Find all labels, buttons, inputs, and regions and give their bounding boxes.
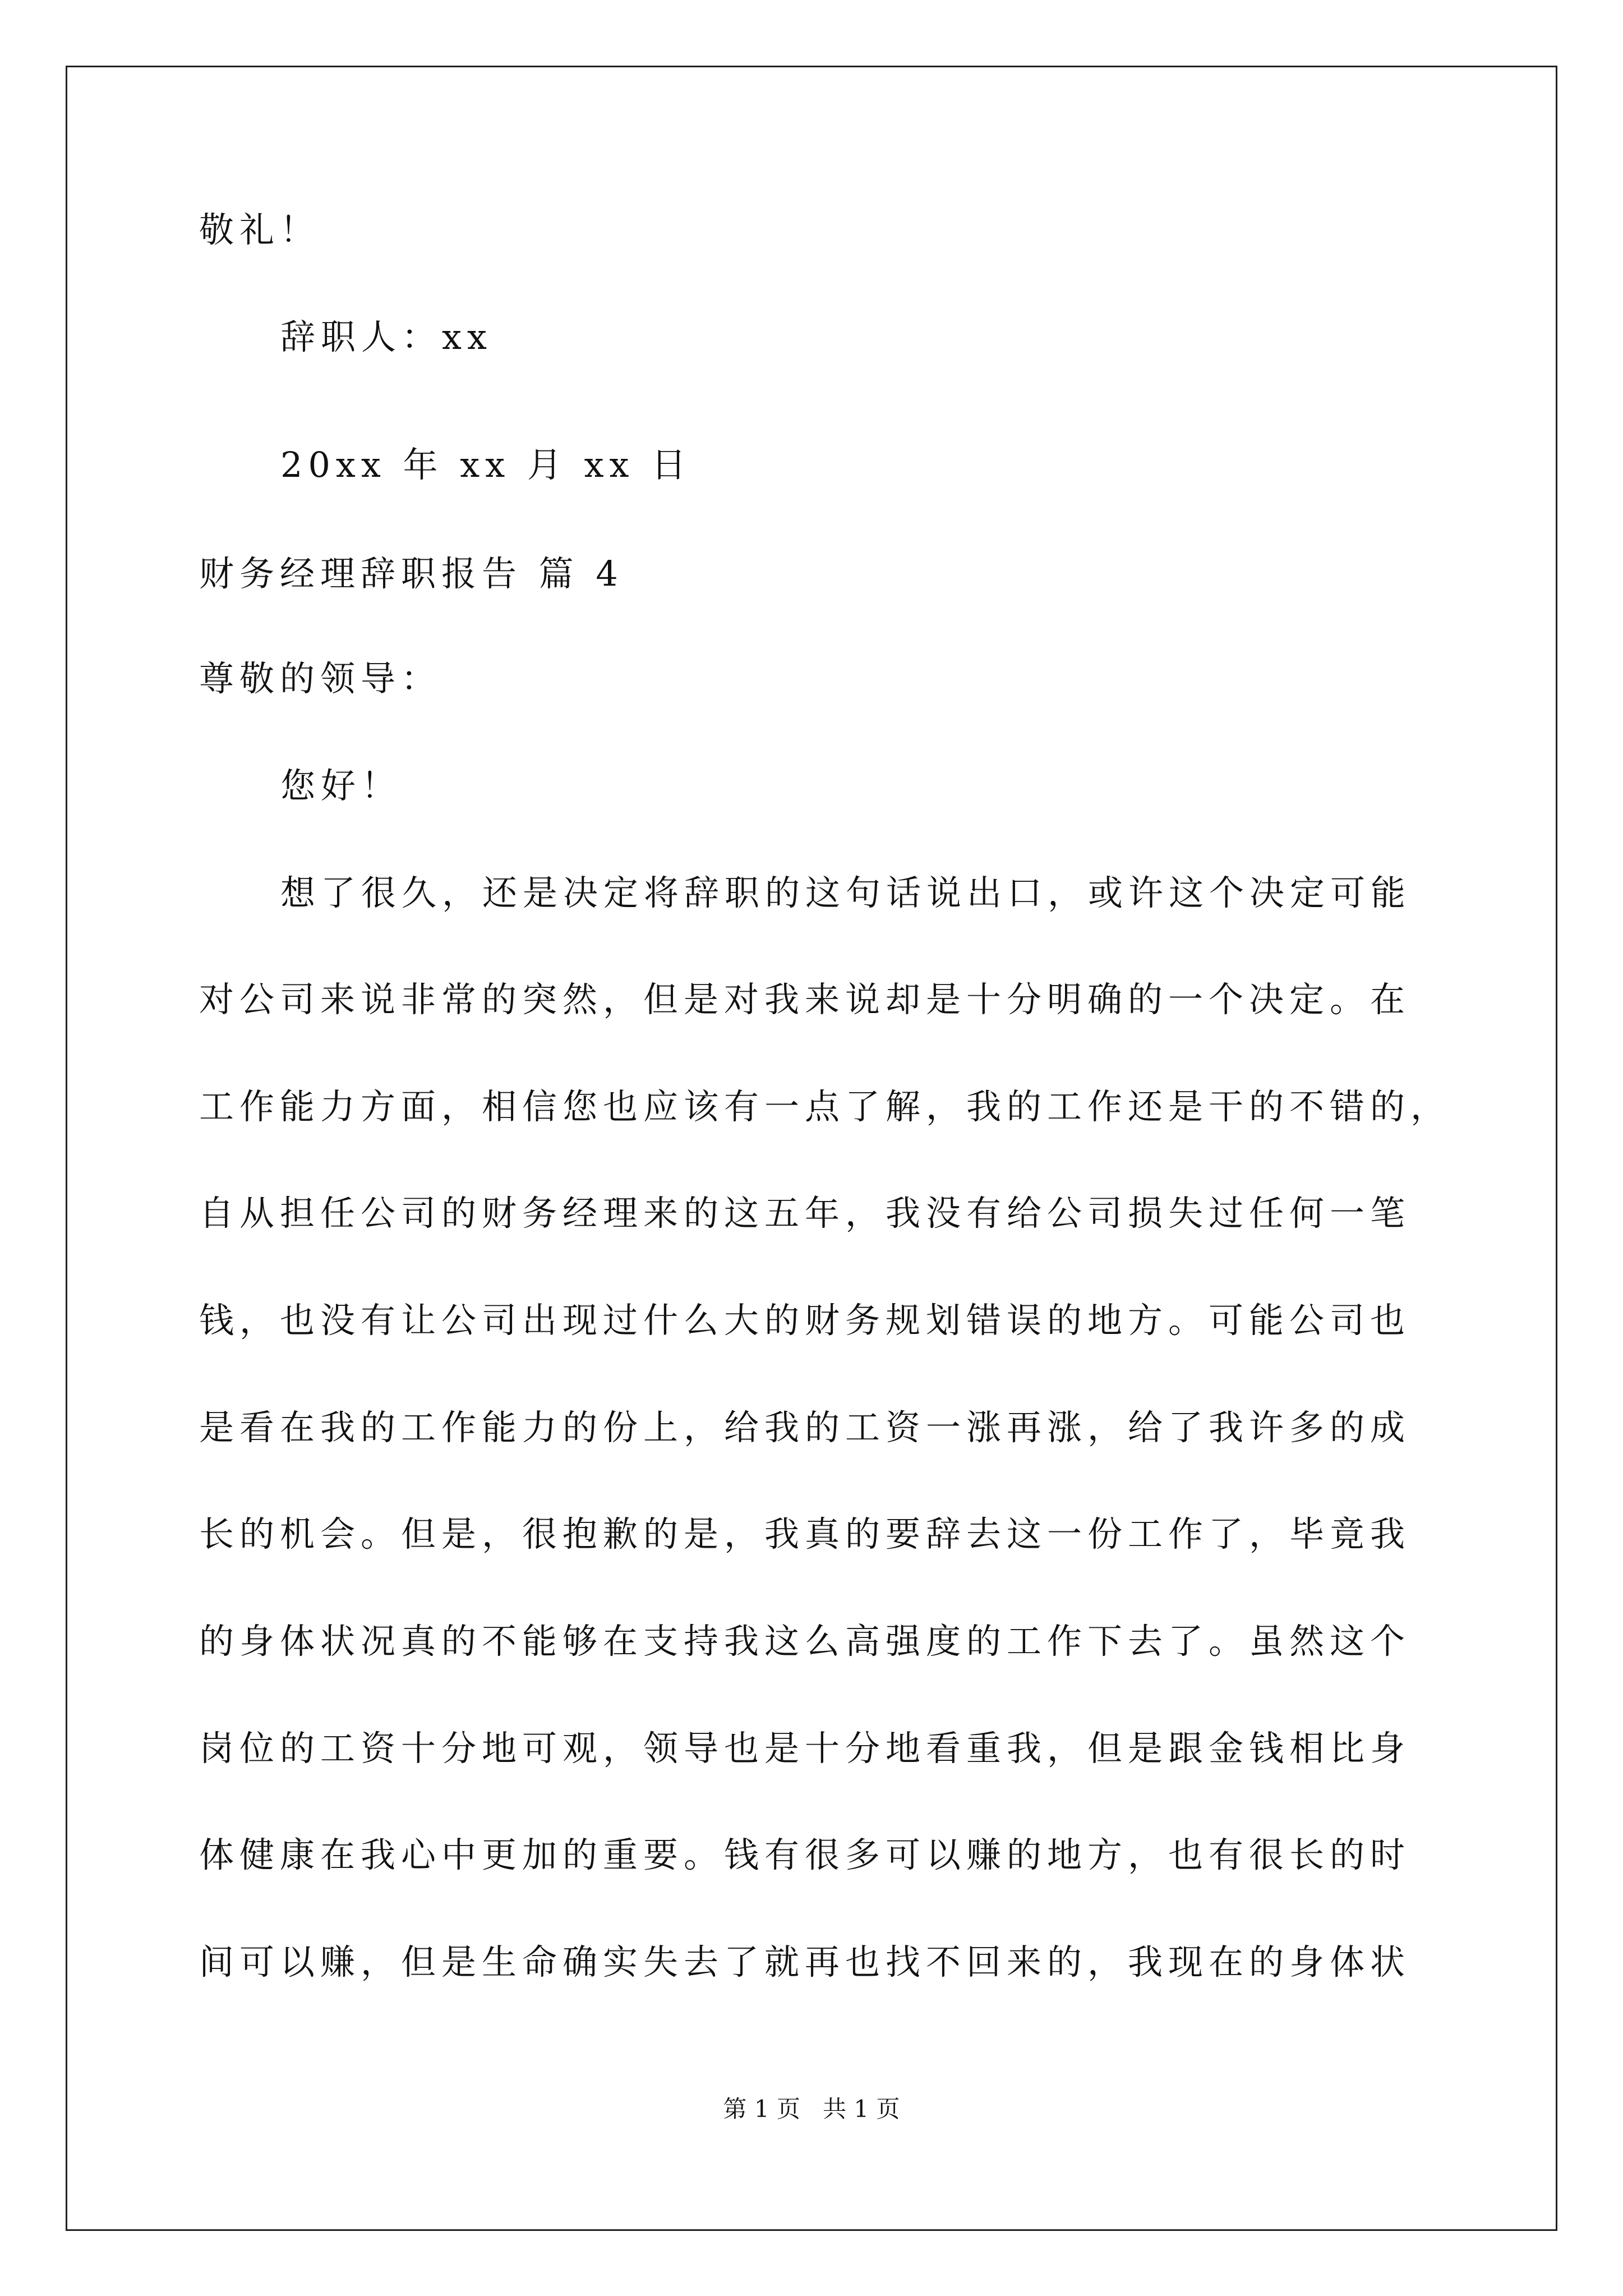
paragraph-line: 想了很久，还是决定将辞职的这句话说出口，或许这个决定可能 — [280, 872, 1412, 913]
greeting-recipient: 尊敬的领导： — [199, 658, 442, 699]
paragraph-line: 体健康在我心中更加的重要。钱有很多可以赚的地方，也有很长的时 — [199, 1834, 1411, 1875]
paragraph-line: 自从担任公司的财务经理来的这五年，我没有给公司损失过任何一笔 — [199, 1193, 1411, 1234]
page-number-footer: 第 1 页 共 1 页 — [723, 2095, 900, 2123]
paragraph-line: 钱，也没有让公司出现过什么大的财务规划错误的地方。可能公司也 — [199, 1300, 1411, 1341]
signature-line: 辞职人：xx — [280, 316, 492, 357]
paragraph-line: 是看在我的工作能力的份上，给我的工资一涨再涨，给了我许多的成 — [199, 1407, 1411, 1448]
paragraph-line: 间可以赚，但是生命确实失去了就再也找不回来的，我现在的身体状 — [199, 1941, 1411, 1982]
paragraph-line: 岗位的工资十分地可观，领导也是十分地看重我，但是跟金钱相比身 — [199, 1728, 1411, 1769]
page-border — [66, 66, 1557, 2231]
paragraph-line: 对公司来说非常的突然，但是对我来说却是十分明确的一个决定。在 — [199, 979, 1411, 1020]
closing-salutation: 敬礼！ — [199, 209, 321, 250]
paragraph-line: 长的机会。但是，很抱歉的是，我真的要辞去这一份工作了，毕竟我 — [199, 1513, 1411, 1554]
date-line: 20xx 年 xx 月 xx 日 — [280, 444, 692, 485]
greeting-hello: 您好！ — [280, 765, 402, 806]
paragraph-line: 的身体状况真的不能够在支持我这么高强度的工作下去了。虽然这个 — [199, 1621, 1411, 1662]
paragraph-line: 工作能力方面，相信您也应该有一点了解，我的工作还是干的不错的， — [199, 1086, 1451, 1127]
section-title: 财务经理辞职报告 篇 4 — [199, 553, 624, 594]
